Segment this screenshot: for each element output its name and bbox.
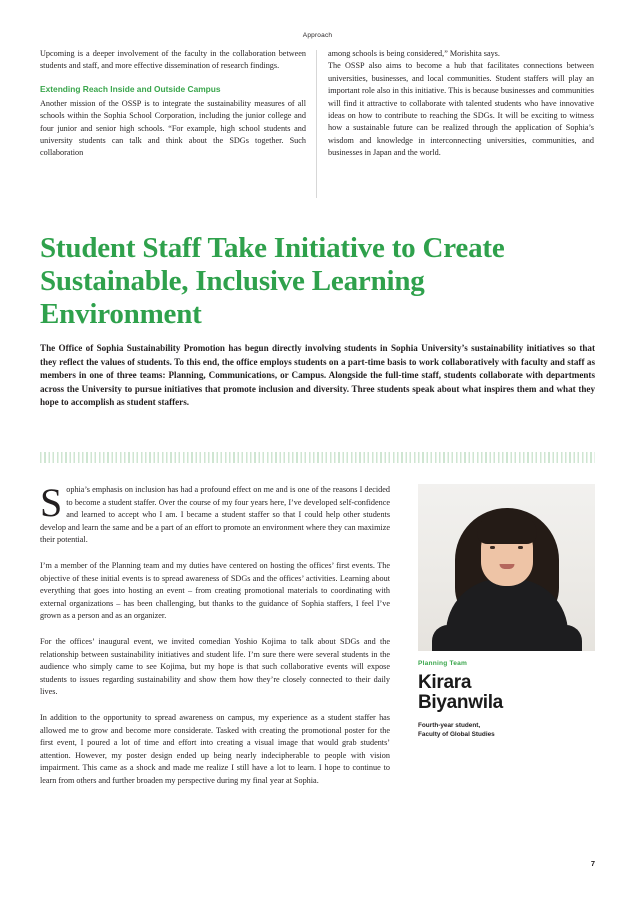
hatched-divider — [40, 452, 595, 463]
article-paragraph-2: I’m a member of the Planning team and my duties have centered on hosting the offices’ first events. The objective of these initial events is to spread awareness of SDGs and the offices’ activities. Learning about everything that goes into hosting an event – from creating promotional materials to coordinating with external organizations – has been challenging, but thanks to the guidance of Sophia staffers, I feel I’ve grown as a person and as an organizer. — [40, 560, 390, 621]
top-right-paragraph-1: among schools is being considered,” Morishita says. — [328, 49, 500, 58]
top-right-paragraph-2: The OSSP also aims to become a hub that facilitates connections between universities, businesses, and local communities. Student staffers will play an important role also in this initiative. This is because businesses and communities will find it attractive to collaborate with talented students who have innovative ideas on how to contribute to reaching the SDGs. It will be exciting to witness how a sustainable future can be realized through the application of Sophia’s wisdom and knowledge in interconnecting universities, communities, and businesses in Japan and the world. — [328, 61, 594, 158]
top-column-left — [40, 48, 306, 160]
page-number: 7 — [590, 859, 595, 868]
photo-hair-front — [477, 514, 537, 544]
photo-eye-left — [490, 546, 495, 549]
top-continuation-columns — [40, 48, 595, 160]
profile-role-line-1: Fourth-year student, — [418, 722, 481, 729]
article-paragraph-1 — [40, 480, 390, 547]
article-paragraph-1-text: ophia’s emphasis on inclusion has had a profound effect on me and is one of the reasons I decided to become a student staffer. Over the course of my four years here, I’ve developed self-confidence and learned to accept who I am. I became a student staffer so that I could help other students develop and learn the same and be a part of an effort to promote an environment where they can maximize their potential. — [40, 485, 390, 545]
article-paragraph-3: For the offices’ inaugural event, we invited comedian Yoshio Kojima to talk about SDGs and the relationship between sustainability initiatives and student life. I’m sure there were several students in the audience who simply came to see Kojima, but my hope is that such collaborative events will expose students to issues regarding sustainability and show them how they’re closely connected to their daily lives. — [40, 636, 390, 697]
profile-role — [418, 721, 595, 739]
profile-rail — [418, 484, 595, 739]
running-head: Approach — [302, 32, 333, 39]
profile-name-line-2: Biyanwila — [418, 692, 503, 713]
article-headline: Student Staff Take Initiative to Create Sustainable, Inclusive Learning Environment — [40, 232, 505, 330]
profile-name — [418, 673, 595, 713]
photo-eye-right — [518, 546, 523, 549]
section-subhead: Extending Reach Inside and Outside Campus — [40, 83, 221, 94]
profile-team-label: Planning Team — [418, 660, 468, 667]
article-deck: The Office of Sophia Sustainability Promotion has begun directly involving students in Sophia University’s sustainability initiatives so that they reflect the values of students. To this end, the office employs students on a part-time basis to work collaboratively with faculty and staff as members in one of three teams: Planning, Communications, or Campus. Alongside the full-time staff, students collaborate with departments across the University to pursue initiatives that promote inclusion and diversity. Three students speak about what inspires them and what they hope to accomplish as student staffers. — [40, 343, 595, 408]
article-paragraph-4: In addition to the opportunity to spread awareness on campus, my experience as a student staffer has allowed me to grow and become more considerate. Tasked with creating the promotional poster for the first event, I poured a lot of time and effort into creating a visual image that would grab students’ attention. However, my poster design ended up being nearly indecipherable to people with vision impairment. This came as a shock and made me realize I still have a lot to learn. I hope to continue to learn from others and further broaden my perspective during my final year at Sophia. — [40, 712, 390, 785]
top-column-right — [328, 48, 594, 160]
top-left-paragraph-2: Another mission of the OSSP is to integrate the sustainability measures of all schools within the Sophia School Corporation, including the junior college and four junior and senior high schools. “For example, high school students and university students can talk and think about the SDGs together. Such collaboration — [40, 98, 306, 158]
article-body-column — [40, 480, 390, 800]
profile-role-line-2: Faculty of Global Studies — [418, 731, 495, 738]
profile-photo — [418, 484, 595, 651]
drop-cap: S — [40, 480, 63, 525]
photo-arms — [432, 625, 582, 651]
profile-name-line-1: Kirara — [418, 672, 472, 693]
top-left-paragraph-1: Upcoming is a deeper involvement of the faculty in the collaboration between students and staff, and more effective dissemination of research findings. — [40, 49, 306, 71]
